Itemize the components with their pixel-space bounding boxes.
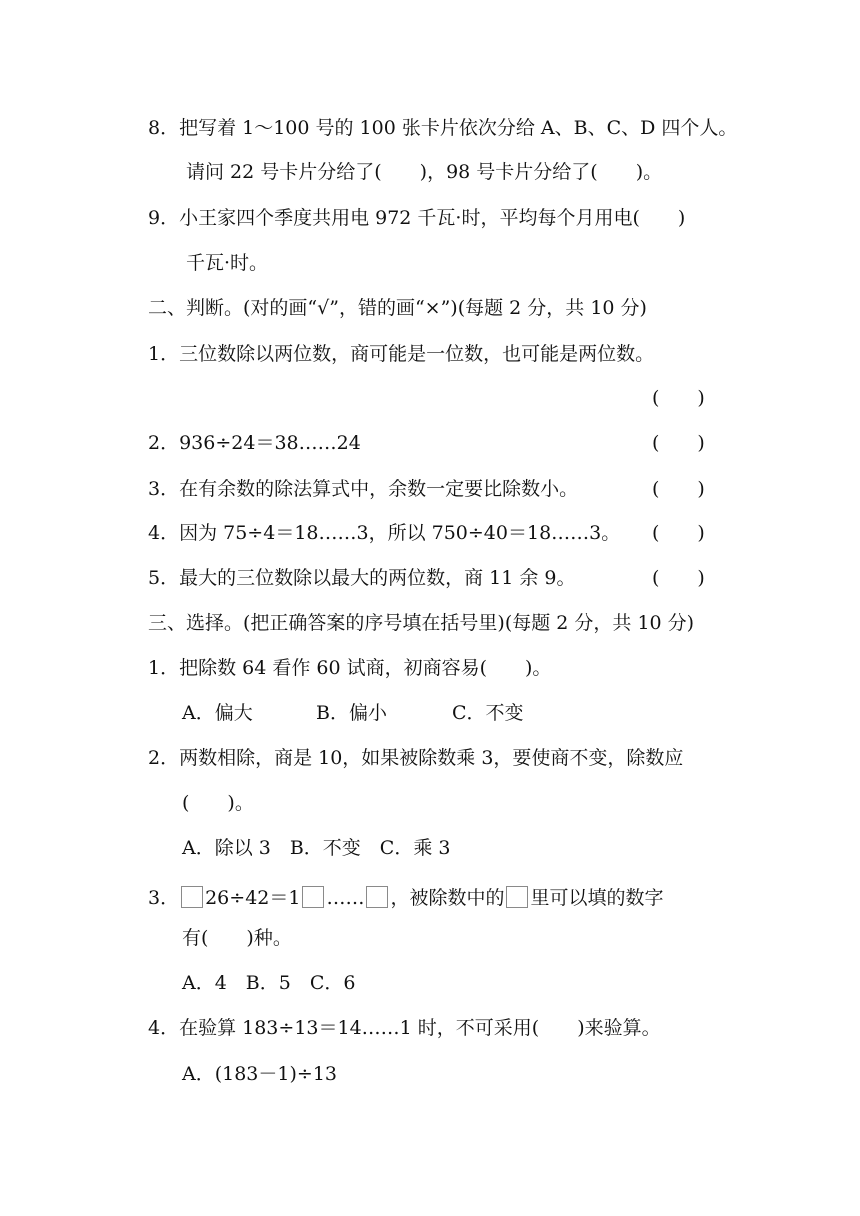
judge-item-4: 4．因为 75÷4＝18……3，所以 750÷40＝18……3。 bbox=[148, 522, 621, 544]
judge-answer-4[interactable]: ( ) bbox=[652, 522, 705, 544]
judge-item-2: 2．936÷24＝38……24 bbox=[148, 432, 361, 454]
choice-q3-options[interactable]: A．4 B．5 C．6 bbox=[182, 972, 356, 994]
choice-q4-option-a[interactable]: A．(183－1)÷13 bbox=[182, 1063, 337, 1085]
judge-answer-3[interactable]: ( ) bbox=[652, 478, 705, 500]
q8-line2: 请问 22 号卡片分给了( )，98 号卡片分给了( )。 bbox=[186, 161, 663, 183]
choice-q2-options[interactable]: A．除以 3 B．不变 C．乘 3 bbox=[182, 837, 451, 859]
judge-item-5: 5．最大的三位数除以最大的两位数，商 11 余 9。 bbox=[148, 567, 576, 589]
choice-q3-number: 3． bbox=[148, 887, 180, 909]
choice-q1-option-b[interactable]: B．偏小 bbox=[316, 702, 387, 724]
q8-line1: 8．把写着 1～100 号的 100 张卡片依次分给 A、B、C、D 四个人。 bbox=[148, 117, 738, 139]
blank-box-dividend bbox=[181, 886, 203, 908]
choice-q3-line2: 有( )种。 bbox=[182, 927, 292, 949]
judge-answer-1[interactable]: ( ) bbox=[652, 387, 705, 409]
choice-q3-line1 bbox=[148, 886, 664, 910]
blank-box-quotient bbox=[302, 886, 324, 908]
section2-heading: 二、判断。(对的画“√”，错的画“×”)(每题 2 分，共 10 分) bbox=[148, 297, 647, 319]
choice-q1: 1．把除数 64 看作 60 试商，初商容易( )。 bbox=[148, 657, 552, 679]
blank-box-reference bbox=[506, 886, 528, 908]
judge-answer-2[interactable]: ( ) bbox=[652, 432, 705, 454]
choice-q3-ellipsis: …… bbox=[326, 887, 365, 909]
judge-item-1: 1．三位数除以两位数，商可能是一位数，也可能是两位数。 bbox=[148, 343, 655, 365]
choice-q3-equation: 26÷42＝1 bbox=[205, 887, 301, 909]
choice-q2-line2: ( )。 bbox=[182, 792, 254, 814]
choice-q1-option-a[interactable]: A．偏大 bbox=[182, 702, 253, 724]
q9-line2: 千瓦·时。 bbox=[186, 252, 269, 274]
choice-q4: 4．在验算 183÷13＝14……1 时，不可采用( )来验算。 bbox=[148, 1017, 661, 1039]
q9-line1: 9．小王家四个季度共用电 972 千瓦·时，平均每个月用电( ) bbox=[148, 207, 686, 229]
judge-answer-5[interactable]: ( ) bbox=[652, 567, 705, 589]
choice-q3-text-a: ，被除数中的 bbox=[390, 887, 505, 909]
section3-heading: 三、选择。(把正确答案的序号填在括号里)(每题 2 分，共 10 分) bbox=[148, 612, 695, 634]
blank-box-remainder bbox=[366, 886, 388, 908]
choice-q2-line1: 2．两数相除，商是 10，如果被除数乘 3，要使商不变，除数应 bbox=[148, 747, 684, 769]
judge-item-3: 3．在有余数的除法算式中，余数一定要比除数小。 bbox=[148, 478, 579, 500]
choice-q1-option-c[interactable]: C．不变 bbox=[452, 702, 524, 724]
choice-q3-text-b: 里可以填的数字 bbox=[530, 887, 664, 909]
